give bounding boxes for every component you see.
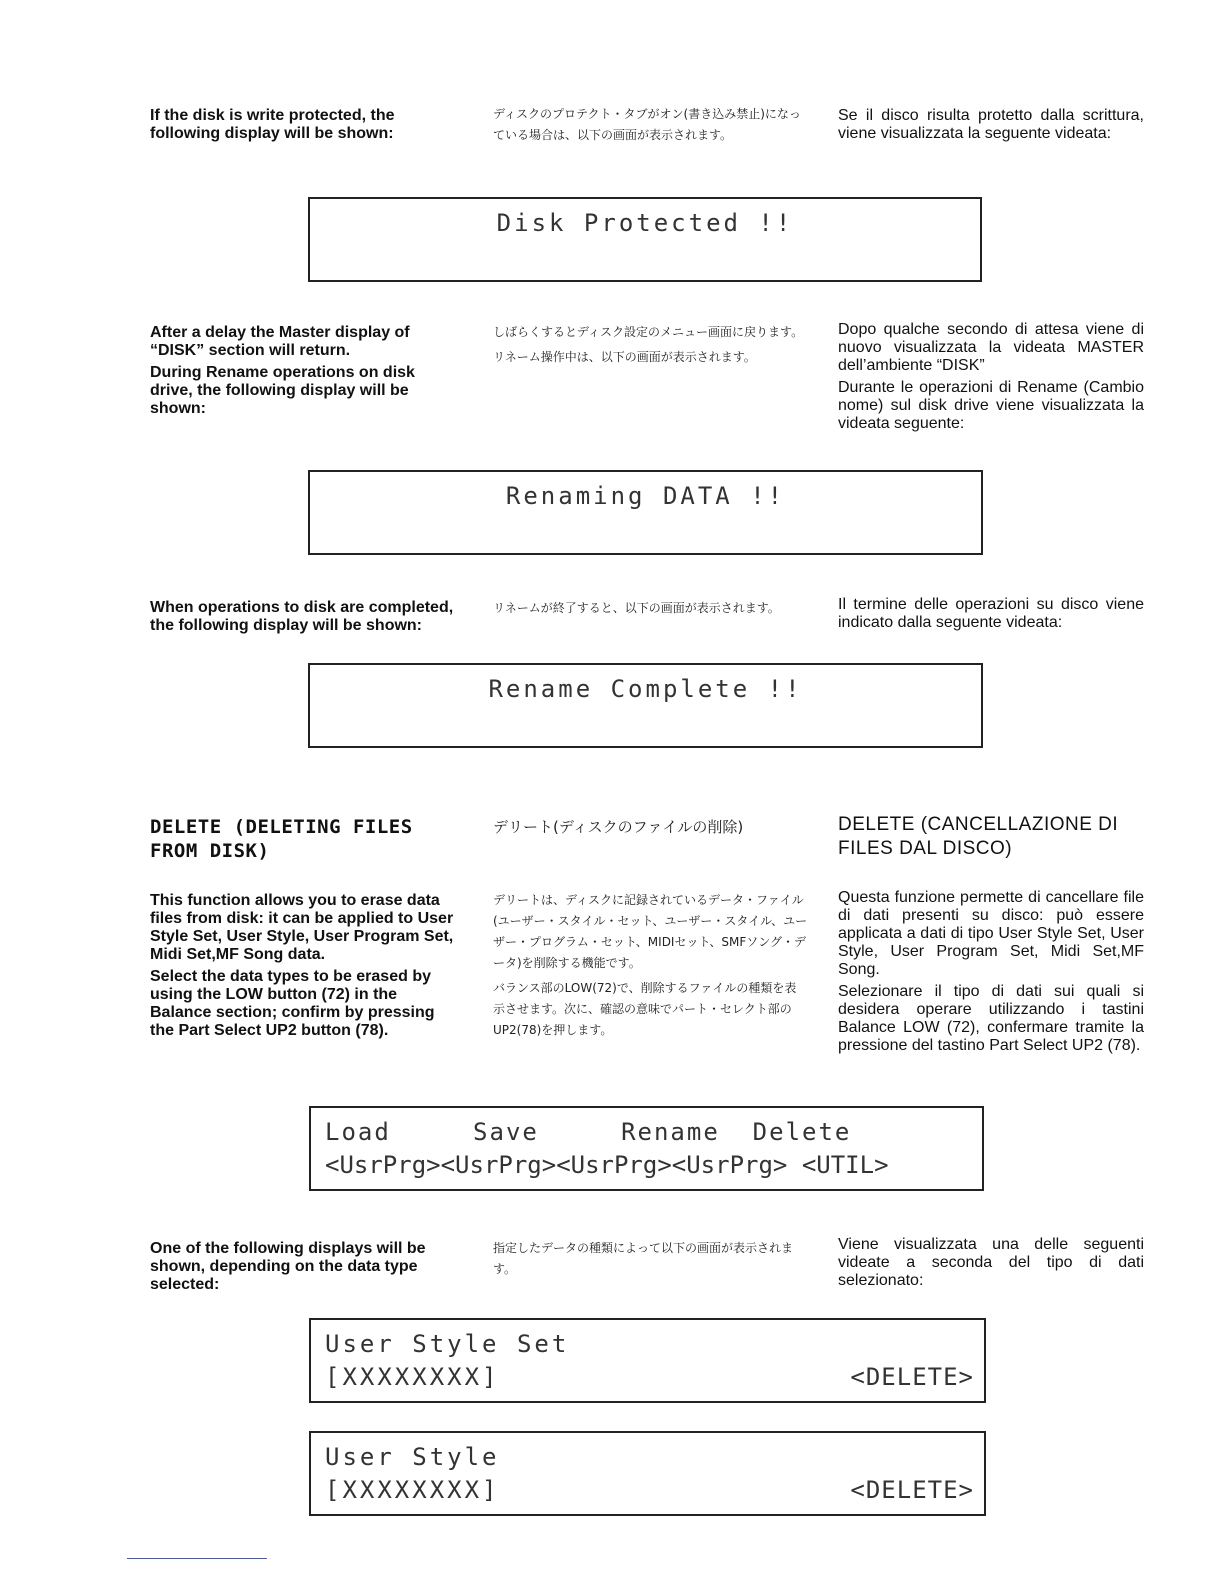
lcd-line1: User Style Set xyxy=(325,1330,570,1358)
paragraph: リネーム操作中は、以下の画面が表示されます。 xyxy=(493,350,756,364)
lcd-disk-protected xyxy=(308,197,982,282)
lcd-line1: User Style xyxy=(325,1443,500,1471)
lcd-user-style xyxy=(309,1431,986,1516)
after-delay-it xyxy=(838,321,1144,437)
heading-delete-it: DELETE (CANCELLAZIONE DI FILES DAL DISCO) xyxy=(838,814,1119,859)
delete-body-it xyxy=(838,889,1144,1059)
lcd-menu-line2: <UsrPrg><UsrPrg><UsrPrg><UsrPrg> <UTIL> xyxy=(325,1151,889,1179)
delete-body-en xyxy=(150,892,460,1044)
paragraph: One of the following displays will be shown, depending on the data type selected: xyxy=(150,1240,426,1293)
paragraph: After a delay the Master display of “DISK” section will return. xyxy=(150,324,410,359)
paragraph: しばらくするとディスク設定のメニュー画面に戻ります。 xyxy=(493,325,804,339)
operations-complete-jp xyxy=(493,598,808,623)
intro-write-protected-it xyxy=(838,107,1144,147)
paragraph: Questa funzione permette di cancellare file di dati presenti su disco: può essere applicata a dati di tipo User Style Set, User Style, User Program Set, Midi Set,MF Song. xyxy=(838,889,1144,978)
paragraph: Il termine delle operazioni su disco viene indicato dalla seguente videata: xyxy=(838,596,1144,631)
after-delay-jp xyxy=(493,322,808,372)
lcd-user-style-set xyxy=(309,1318,986,1403)
operations-complete-it xyxy=(838,596,1144,636)
paragraph: 指定したデータの種類によって以下の画面が表示されます。 xyxy=(493,1241,794,1276)
lcd-renaming-data xyxy=(308,470,983,555)
delete-body-jp xyxy=(493,890,808,1045)
paragraph: Viene visualizzata una delle seguenti videate a seconda del tipo di dati selezionato: xyxy=(838,1236,1144,1289)
paragraph: Select the data types to be erased by using the LOW button (72) in the Balance section; confirm by pressing the Part Select UP2 button (78). xyxy=(150,968,435,1039)
lcd-filename: [XXXXXXXX] xyxy=(325,1476,500,1504)
paragraph: リネームが終了すると、以下の画面が表示されます。 xyxy=(493,601,780,615)
paragraph: Durante le operazioni di Rename (Cambio nome) sul disk drive viene visualizzata la videata seguente: xyxy=(838,379,1144,432)
lcd-disk-menu xyxy=(309,1106,984,1191)
data-type-displays-jp xyxy=(493,1238,808,1284)
heading-delete-en: DELETE (DELETING FILES FROM DISK) xyxy=(150,816,413,862)
paragraph: Se il disco risulta protetto dalla scrittura, viene visualizzata la seguente videata: xyxy=(838,107,1144,142)
paragraph: This function allows you to erase data files from disk: it can be applied to User Style Set, User Style, User Program Set, Midi Set,MF Song data. xyxy=(150,892,454,963)
after-delay-en xyxy=(150,324,460,422)
paragraph: When operations to disk are completed, the following display will be shown: xyxy=(150,599,454,634)
footer-rule xyxy=(127,1558,267,1559)
data-type-displays-it xyxy=(838,1236,1144,1294)
intro-write-protected-en xyxy=(150,107,460,147)
paragraph: Dopo qualche secondo di attesa viene di nuovo visualizzata la videata MASTER dell’ambiente “DISK” xyxy=(838,321,1144,374)
lcd-delete-label: <DELETE> xyxy=(850,1476,974,1504)
lcd-text: Rename Complete !! xyxy=(488,675,803,703)
lcd-delete-label: <DELETE> xyxy=(850,1363,974,1391)
lcd-text: Disk Protected !! xyxy=(496,209,794,237)
lcd-filename: [XXXXXXXX] xyxy=(325,1363,500,1391)
data-type-displays-en xyxy=(150,1240,460,1298)
paragraph: デリートは、ディスクに記録されているデータ・ファイル(ユーザー・スタイル・セット、ユーザー・スタイル、ユーザー・プログラム・セット、MIDIセット、SMFソング・データ)を削除する機能です。 xyxy=(493,893,808,970)
operations-complete-en xyxy=(150,599,460,639)
paragraph: If the disk is write protected, the following display will be shown: xyxy=(150,107,395,142)
lcd-menu-line1: Load Save Rename Delete xyxy=(325,1118,852,1146)
lcd-rename-complete xyxy=(308,663,983,748)
intro-write-protected-jp xyxy=(493,104,808,150)
paragraph: Selezionare il tipo di dati sui quali si desidera operare utilizzando i tastini Balance LOW (72), confermare tramite la pressione del tastino Part Select UP2 (78). xyxy=(838,983,1144,1054)
lcd-text: Renaming DATA !! xyxy=(505,482,786,510)
paragraph: バランス部のLOW(72)で、削除するファイルの種類を表示させます。次に、確認の意味でパート・セレクト部のUP2(78)を押します。 xyxy=(493,981,797,1037)
heading-delete-jp: デリート(ディスクのファイルの削除) xyxy=(493,818,744,836)
paragraph: During Rename operations on disk drive, the following display will be shown: xyxy=(150,364,415,417)
paragraph: ディスクのプロテクト・タブがオン(書き込み禁止)になっている場合は、以下の画面が表示されます。 xyxy=(493,107,801,142)
